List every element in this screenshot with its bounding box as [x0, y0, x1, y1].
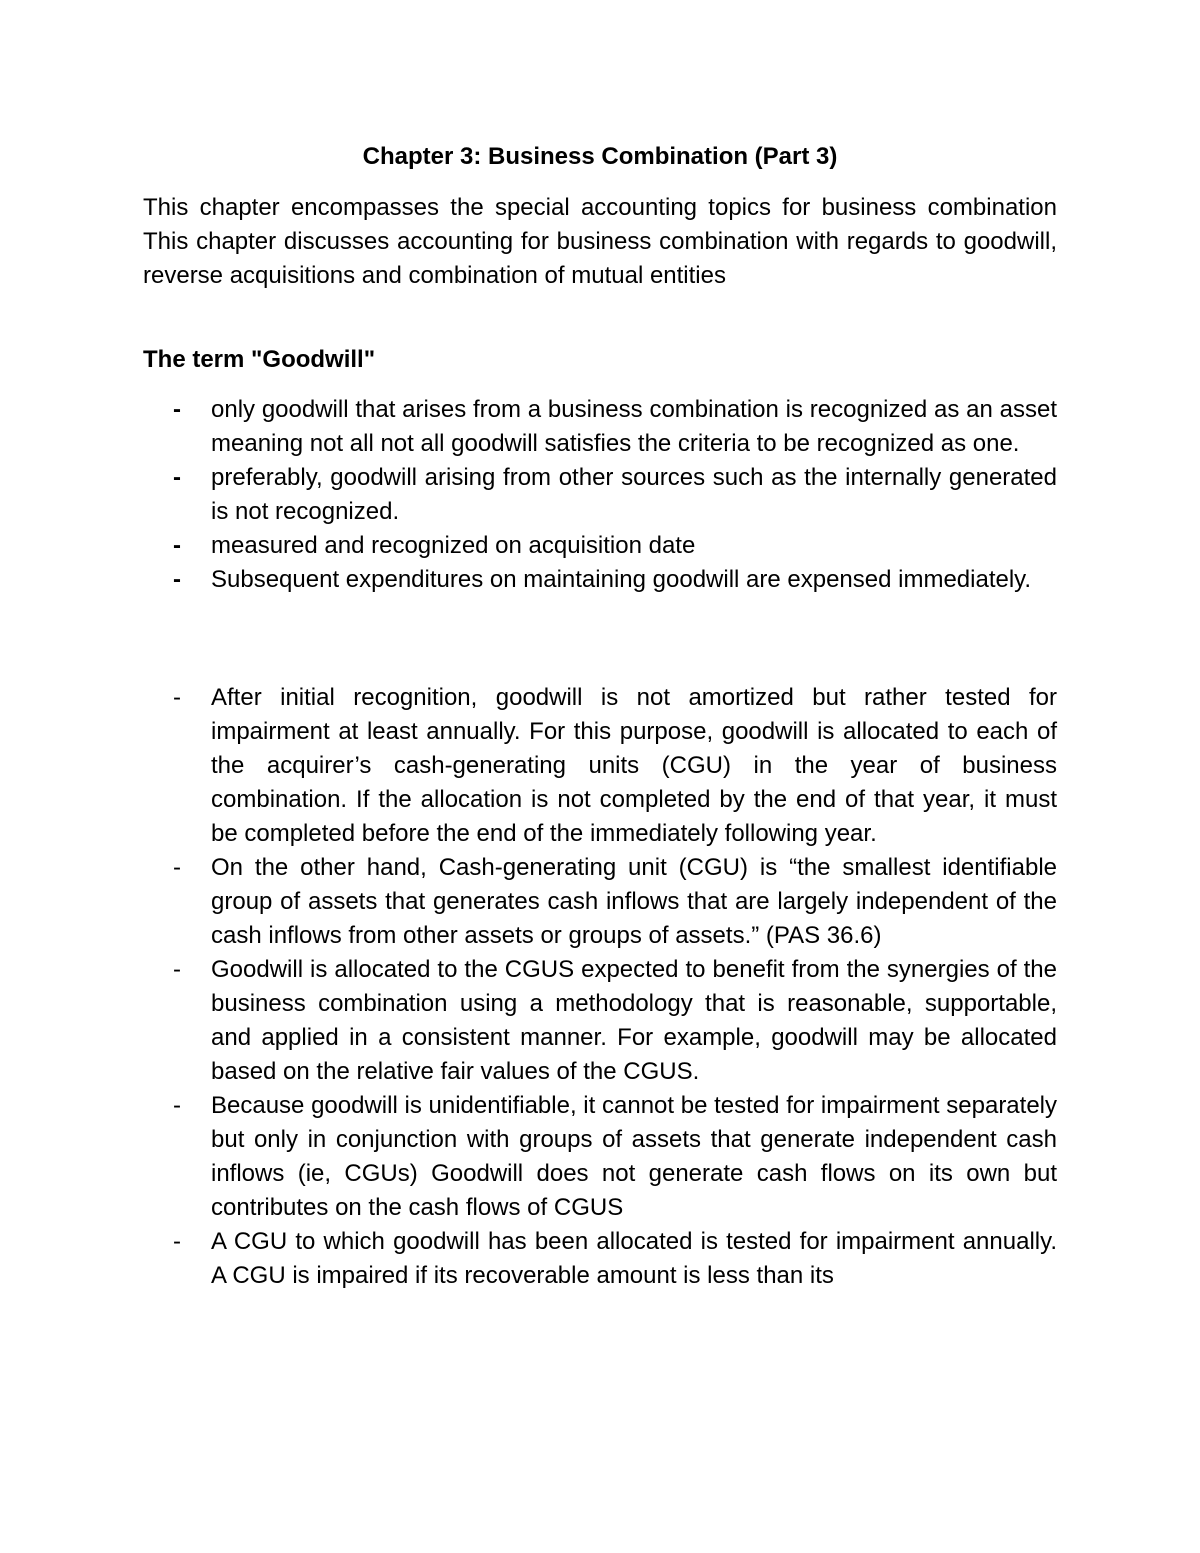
page-title: Chapter 3: Business Combination (Part 3) [362, 143, 838, 170]
list-item-text: preferably, goodwill arising from other sources such as the internally generated is not recognized. [211, 464, 1057, 525]
list-item [0, 1225, 1200, 1293]
list-item [0, 393, 1200, 461]
section-heading: The term "Goodwill" [143, 346, 376, 373]
goodwill-bullet-list-2 [0, 681, 1200, 1293]
list-item [0, 953, 1200, 1089]
list-item [0, 563, 1200, 597]
bullet-marker: - [173, 854, 181, 881]
list-item-text: only goodwill that arises from a business combination is recognized as an asset meaning not all not all goodwill satisfies the criteria to be recognized as one. [211, 396, 1057, 457]
list-item-text: On the other hand, Cash-generating unit (CGU) is “the smallest identifiable group of assets that generates cash inflows that are largely independent of the cash inflows from other assets or groups of assets.” (PAS 36.6) [211, 854, 1057, 949]
list-item [0, 1089, 1200, 1225]
bullet-marker: - [173, 532, 181, 559]
bullet-marker: - [173, 956, 181, 983]
bullet-marker: - [173, 1092, 181, 1119]
bullet-marker: - [173, 566, 181, 593]
goodwill-bullet-list-1 [0, 393, 1200, 597]
list-item [0, 851, 1200, 953]
list-item-text: Goodwill is allocated to the CGUS expected to benefit from the synergies of the business combination using a methodology that is reasonable, supportable, and applied in a consistent manner. For example, goodwill may be allocated based on the relative fair values of the CGUS. [211, 956, 1057, 1085]
list-item-text: Subsequent expenditures on maintaining goodwill are expensed immediately. [211, 566, 1032, 593]
bullet-marker: - [173, 1228, 181, 1255]
list-item [0, 681, 1200, 851]
list-item-text: Because goodwill is unidentifiable, it cannot be tested for impairment separately but only in conjunction with groups of assets that generate independent cash inflows (ie, CGUs) Goodwill does not generate cash flows on its own but contributes on the cash flows of CGUS [211, 1092, 1057, 1221]
list-item [0, 529, 1200, 563]
bullet-marker: - [173, 396, 181, 423]
list-item [0, 461, 1200, 529]
list-item-text: A CGU to which goodwill has been allocated is tested for impairment annually. A CGU is impaired if its recoverable amount is less than its [211, 1228, 1057, 1289]
bullet-marker: - [173, 684, 181, 711]
bullet-marker: - [173, 464, 181, 491]
list-item-text: After initial recognition, goodwill is not amortized but rather tested for impairment at least annually. For this purpose, goodwill is allocated to each of the acquirer’s cash-generating units (CGU) in the year of business combination. If the allocation is not completed by the end of that year, it must be completed before the end of the immediately following year. [211, 684, 1057, 847]
intro-paragraph: This chapter encompasses the special accounting topics for business combination This chapter discusses accounting for business combination with regards to goodwill, reverse acquisitions and combination of mutual entities [143, 194, 1057, 289]
list-item-text: measured and recognized on acquisition date [211, 532, 696, 559]
